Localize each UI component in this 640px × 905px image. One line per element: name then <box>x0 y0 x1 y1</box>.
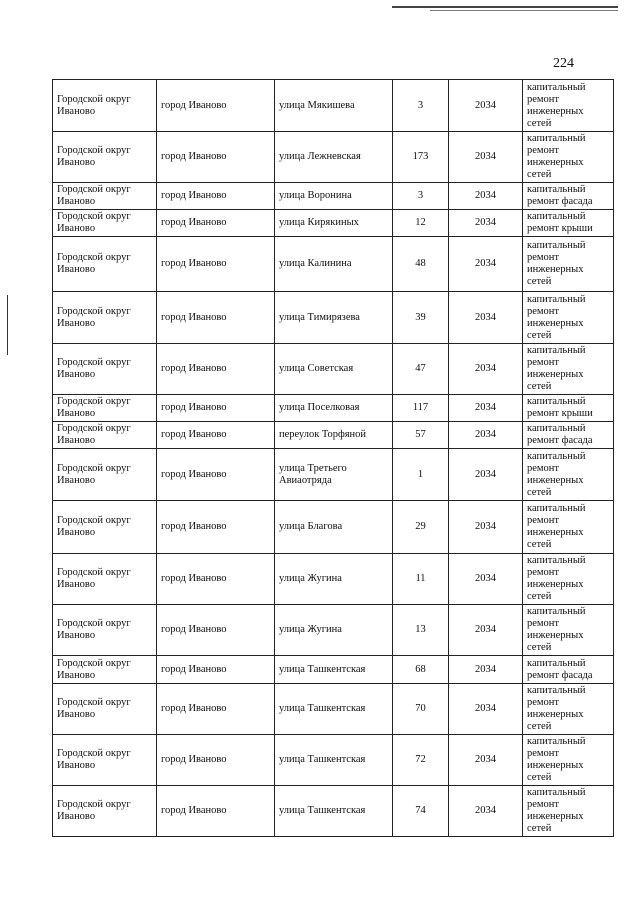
year-cell: 2034 <box>449 605 523 656</box>
street-cell: улица Мякишева <box>275 80 393 132</box>
house-number-cell: 3 <box>393 183 449 210</box>
city-cell: город Иваново <box>157 605 275 656</box>
work-type-cell: капитальный ремонт инженерных сетей <box>523 132 614 183</box>
table-row <box>53 554 614 605</box>
year-cell: 2034 <box>449 786 523 837</box>
year-cell: 2034 <box>449 735 523 786</box>
table-row <box>53 292 614 344</box>
year-cell: 2034 <box>449 422 523 449</box>
street-cell: улица Благова <box>275 501 393 554</box>
district-cell: Городской округ Иваново <box>53 395 157 422</box>
table-row <box>53 183 614 210</box>
house-number-cell: 74 <box>393 786 449 837</box>
year-cell: 2034 <box>449 554 523 605</box>
house-number-cell: 39 <box>393 292 449 344</box>
work-type-cell: капитальный ремонт инженерных сетей <box>523 605 614 656</box>
house-number-cell: 70 <box>393 684 449 735</box>
street-cell: улица Калинина <box>275 237 393 292</box>
street-cell: улица Тимирязева <box>275 292 393 344</box>
house-number-cell: 13 <box>393 605 449 656</box>
year-cell: 2034 <box>449 501 523 554</box>
table-row <box>53 501 614 554</box>
work-type-cell: капитальный ремонт фасада <box>523 183 614 210</box>
city-cell: город Иваново <box>157 344 275 395</box>
year-cell: 2034 <box>449 210 523 237</box>
year-cell: 2034 <box>449 292 523 344</box>
district-cell: Городской округ Иваново <box>53 210 157 237</box>
table-row <box>53 449 614 501</box>
header-rule-thin <box>430 10 618 11</box>
work-type-cell: капитальный ремонт инженерных сетей <box>523 501 614 554</box>
table-row <box>53 605 614 656</box>
year-cell: 2034 <box>449 395 523 422</box>
work-type-cell: капитальный ремонт крыши <box>523 210 614 237</box>
house-number-cell: 47 <box>393 344 449 395</box>
city-cell: город Иваново <box>157 237 275 292</box>
district-cell: Городской округ Иваново <box>53 449 157 501</box>
city-cell: город Иваново <box>157 684 275 735</box>
city-cell: город Иваново <box>157 449 275 501</box>
district-cell: Городской округ Иваново <box>53 554 157 605</box>
district-cell: Городской округ Иваново <box>53 183 157 210</box>
city-cell: город Иваново <box>157 501 275 554</box>
table-row <box>53 210 614 237</box>
year-cell: 2034 <box>449 656 523 684</box>
street-cell: улица Кирякиных <box>275 210 393 237</box>
table-row <box>53 132 614 183</box>
street-cell: улица Ташкентская <box>275 786 393 837</box>
district-cell: Городской округ Иваново <box>53 501 157 554</box>
page-number: 224 <box>553 56 574 71</box>
margin-mark <box>7 295 8 355</box>
house-number-cell: 57 <box>393 422 449 449</box>
house-number-cell: 68 <box>393 656 449 684</box>
table-row <box>53 237 614 292</box>
work-type-cell: капитальный ремонт инженерных сетей <box>523 344 614 395</box>
district-cell: Городской округ Иваново <box>53 292 157 344</box>
street-cell: переулок Торфяной <box>275 422 393 449</box>
city-cell: город Иваново <box>157 395 275 422</box>
city-cell: город Иваново <box>157 735 275 786</box>
city-cell: город Иваново <box>157 656 275 684</box>
city-cell: город Иваново <box>157 132 275 183</box>
work-type-cell: капитальный ремонт инженерных сетей <box>523 786 614 837</box>
street-cell: улица Ташкентская <box>275 684 393 735</box>
work-type-cell: капитальный ремонт фасада <box>523 656 614 684</box>
table-body <box>53 80 614 837</box>
street-cell: улица Поселковая <box>275 395 393 422</box>
house-number-cell: 11 <box>393 554 449 605</box>
district-cell: Городской округ Иваново <box>53 786 157 837</box>
year-cell: 2034 <box>449 80 523 132</box>
work-type-cell: капитальный ремонт инженерных сетей <box>523 449 614 501</box>
year-cell: 2034 <box>449 183 523 210</box>
street-cell: улица Третьего Авиаотряда <box>275 449 393 501</box>
table-row <box>53 395 614 422</box>
house-number-cell: 48 <box>393 237 449 292</box>
work-type-cell: капитальный ремонт инженерных сетей <box>523 237 614 292</box>
year-cell: 2034 <box>449 684 523 735</box>
district-cell: Городской округ Иваново <box>53 344 157 395</box>
street-cell: улица Воронина <box>275 183 393 210</box>
table-row <box>53 735 614 786</box>
repair-schedule-table <box>52 79 614 837</box>
city-cell: город Иваново <box>157 554 275 605</box>
district-cell: Городской округ Иваново <box>53 684 157 735</box>
work-type-cell: капитальный ремонт инженерных сетей <box>523 80 614 132</box>
work-type-cell: капитальный ремонт инженерных сетей <box>523 735 614 786</box>
work-type-cell: капитальный ремонт инженерных сетей <box>523 292 614 344</box>
house-number-cell: 117 <box>393 395 449 422</box>
city-cell: город Иваново <box>157 80 275 132</box>
house-number-cell: 29 <box>393 501 449 554</box>
year-cell: 2034 <box>449 344 523 395</box>
table-row <box>53 656 614 684</box>
district-cell: Городской округ Иваново <box>53 132 157 183</box>
work-type-cell: капитальный ремонт крыши <box>523 395 614 422</box>
city-cell: город Иваново <box>157 210 275 237</box>
table-row <box>53 786 614 837</box>
year-cell: 2034 <box>449 132 523 183</box>
house-number-cell: 72 <box>393 735 449 786</box>
table-row <box>53 684 614 735</box>
district-cell: Городской округ Иваново <box>53 656 157 684</box>
district-cell: Городской округ Иваново <box>53 422 157 449</box>
house-number-cell: 3 <box>393 80 449 132</box>
street-cell: улица Жугина <box>275 605 393 656</box>
city-cell: город Иваново <box>157 292 275 344</box>
street-cell: улица Ташкентская <box>275 735 393 786</box>
street-cell: улица Ташкентская <box>275 656 393 684</box>
work-type-cell: капитальный ремонт инженерных сетей <box>523 684 614 735</box>
work-type-cell: капитальный ремонт фасада <box>523 422 614 449</box>
city-cell: город Иваново <box>157 422 275 449</box>
table-row <box>53 80 614 132</box>
year-cell: 2034 <box>449 449 523 501</box>
house-number-cell: 173 <box>393 132 449 183</box>
street-cell: улица Лежневская <box>275 132 393 183</box>
district-cell: Городской округ Иваново <box>53 735 157 786</box>
year-cell: 2034 <box>449 237 523 292</box>
table-row <box>53 422 614 449</box>
work-type-cell: капитальный ремонт инженерных сетей <box>523 554 614 605</box>
district-cell: Городской округ Иваново <box>53 605 157 656</box>
street-cell: улица Советская <box>275 344 393 395</box>
header-rule <box>392 6 618 8</box>
house-number-cell: 1 <box>393 449 449 501</box>
table-row <box>53 344 614 395</box>
district-cell: Городской округ Иваново <box>53 237 157 292</box>
district-cell: Городской округ Иваново <box>53 80 157 132</box>
house-number-cell: 12 <box>393 210 449 237</box>
city-cell: город Иваново <box>157 183 275 210</box>
city-cell: город Иваново <box>157 786 275 837</box>
street-cell: улица Жугина <box>275 554 393 605</box>
